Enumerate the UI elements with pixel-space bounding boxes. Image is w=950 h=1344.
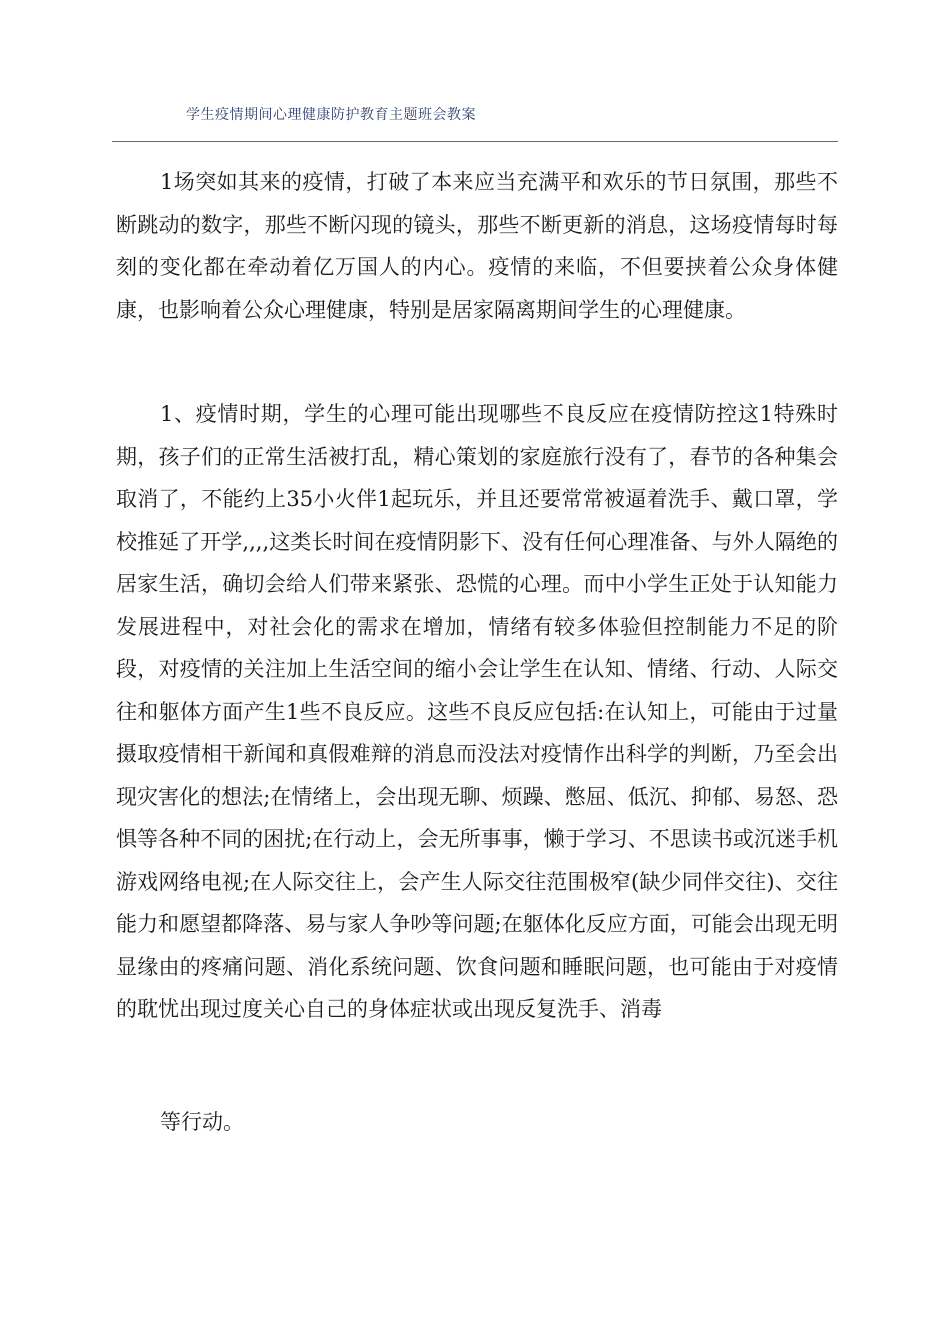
body-paragraph: 1、疫情时期，学生的心理可能出现哪些不良反应在疫情防控这1特殊时期，孩子们的正常生活被打乱，精心策划的家庭旅行没有了，春节的各种集会取消了，不能约上35小火伴1起玩乐，并且还要常常被逼着洗手、戴口罩，学校推延了开学,,,,这类长时间在疫情阴影下、没有任何心理准备、与外人隔绝的居家生活，确切会给人们带来紧张、恐慌的心理。而中小学生正处于认知能力发展进程中，对社会化的需求在增加，情绪有较多体验但控制能力不足的阶段，对疫情的关注加上生活空间的缩小会让学生在认知、情绪、行动、人际交往和躯体方面产生1些不良反应。这些不良反应包括:在认知上，可能由于过量摄取疫情相干新闻和真假难辩的消息而没法对疫情作出科学的判断，乃至会出现灾害化的想法;在情绪上，会出现无聊、烦躁、憋屈、低沉、抑郁、易怒、恐惧等各种不同的困扰;在行动上，会无所事事，懒于学习、不思读书或沉迷手机游戏网络电视;在人际交往上，会产生人际交往范围极窄(缺少同伴交往)、交往能力和愿望都降落、易与家人争吵等问题;在躯体化反应方面，可能会出现无明显缘由的疼痛问题、消化系统问题、饮食问题和睡眠问题，也可能由于对疫情的耽忧出现过度关心自己的身体症状或出现反复洗手、消毒 [116, 402, 838, 1021]
body-paragraph: 等行动。 [160, 1110, 244, 1134]
header-divider [112, 141, 838, 142]
body-paragraph: 1场突如其来的疫情，打破了本来应当充满平和欢乐的节日氛围，那些不断跳动的数字，那些不断闪现的镜头，那些不断更新的消息，这场疫情每时每刻的变化都在牵动着亿万国人的内心。疫情的来临，不但要挟着公众身体健康，也影响着公众心理健康，特别是居家隔离期间学生的心理健康。 [116, 170, 838, 322]
running-header: 学生疫情期间心理健康防护教育主题班会教案 [186, 107, 476, 123]
